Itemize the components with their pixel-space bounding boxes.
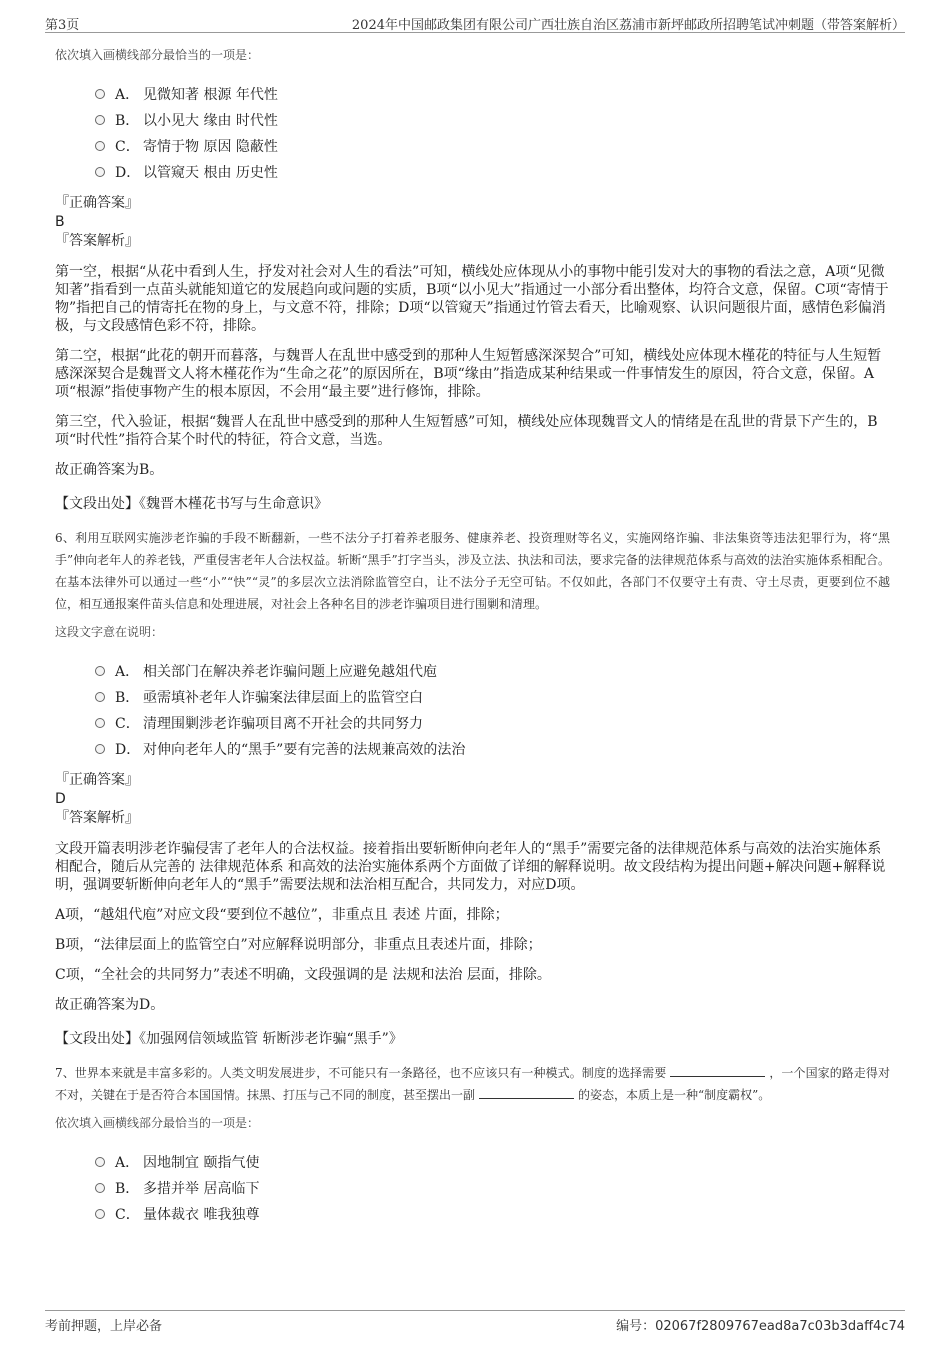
- option-text: 清理围剿涉老诈骗项目离不开社会的共同努力: [143, 716, 423, 732]
- radio-icon[interactable]: [95, 115, 105, 125]
- q5-options: [95, 81, 890, 185]
- q6-analysis-para: 文段开篇表明涉老诈骗侵害了老年人的合法权益。接着指出要斩断伸向老年人的“黑手”需要完备的法律规范体系与高效的法治实施体系相配合，随后从完善的 法律规范体系 和高效的法治实施体系两个方面做了详细的解释说明。故文段结构为提出问题+解决问题+解释说明，强调要斩断伸向老年人的“黑手”需要法规和法治相互配合，共同发力，对应D项。: [55, 841, 886, 893]
- q6-analysis-para: 故正确答案为D。: [55, 997, 165, 1013]
- option-letter: A．: [115, 87, 140, 103]
- option-letter: A．: [115, 1155, 140, 1171]
- q5-prompt: 依次填入画横线部分最恰当的一项是：: [55, 48, 260, 62]
- q6-option-c[interactable]: [95, 710, 890, 736]
- option-text: 亟需填补老年人诈骗案法律层面上的监管空白: [143, 690, 423, 706]
- radio-icon[interactable]: [95, 692, 105, 702]
- radio-icon[interactable]: [95, 744, 105, 754]
- radio-icon[interactable]: [95, 1209, 105, 1219]
- q7-option-b[interactable]: [95, 1175, 890, 1201]
- q6-option-b[interactable]: [95, 684, 890, 710]
- q7-option-a[interactable]: [95, 1149, 890, 1175]
- q5-source: 【文段出处】《魏晋木槿花书写与生命意识》: [55, 496, 328, 512]
- q6-analysis-label: 『答案解析』: [55, 810, 139, 826]
- radio-icon[interactable]: [95, 666, 105, 676]
- q5-option-b[interactable]: [95, 107, 890, 133]
- q6-option-a[interactable]: [95, 658, 890, 684]
- option-text: 以小见大 缘由 时代性: [143, 113, 278, 129]
- q7-prompt: 依次填入画横线部分最恰当的一项是：: [55, 1116, 260, 1130]
- radio-icon[interactable]: [95, 1157, 105, 1167]
- q6-answer: D: [55, 791, 66, 807]
- q5-answer: B: [55, 214, 65, 230]
- q7-text-part: 的姿态，本质上是一种“制度霸权”。: [578, 1088, 771, 1102]
- option-letter: C．: [115, 139, 140, 155]
- option-text: 以管窥天 根由 历史性: [143, 165, 278, 181]
- q7-question: [55, 1062, 890, 1106]
- option-letter: D．: [115, 742, 141, 758]
- option-letter: B．: [115, 1181, 140, 1197]
- q6-analysis-para: A项，“越俎代庖”对应文段“要到位不越位”，非重点且 表述 片面，排除；: [55, 907, 509, 923]
- radio-icon[interactable]: [95, 167, 105, 177]
- q5-analysis-para: 第一空，根据“从花中看到人生，抒发对社会对人生的看法”可知，横线处应体现从小的事物中能引发对大的事物的看法之意，A项“见微知著”指看到一点苗头就能知道它的发展趋向或问题的实质，B项“以小见大”指通过一小部分看出整体，均符合文意，保留。C项“寄情于物”指把自己的情寄托在物的身上，与文意不符，排除；D项“以管窥天”指通过竹管去看天，比喻观察、认识问题很片面，感情色彩偏消极，与文段感情色彩不符，排除。: [55, 264, 889, 334]
- q5-option-c[interactable]: [95, 133, 890, 159]
- q5-answer-label: 『正确答案』: [55, 195, 139, 211]
- footer-slogan: 考前押题，上岸必备: [45, 1319, 163, 1334]
- q7-option-c[interactable]: [95, 1201, 890, 1227]
- q6-source: 【文段出处】《加强网信领域监管 斩断涉老诈骗“黑手”》: [55, 1031, 403, 1047]
- option-letter: C．: [115, 716, 140, 732]
- q5-analysis-para: 第三空，代入验证，根据“魏晋人在乱世中感受到的那种人生短暂感”可知，横线处应体现魏晋文人的情绪是在乱世的背景下产生的，B项“时代性”指符合某个时代的特征，符合文意，当选。: [55, 414, 878, 448]
- q7-text-part: ，一个国家的路走得对不对，关键在于是否符合本国国情。抹黑、打压与己不同的制度，甚至摆出一副: [55, 1066, 890, 1102]
- q6-question: 6、利用互联网实施涉老诈骗的手段不断翻新，一些不法分子打着养老服务、健康养老、投资理财等名义，实施网络诈骗、非法集资等违法犯罪行为，将“黑手”伸向老年人的养老钱，严重侵害老年人合法权益。斩断“黑手”打字当头，涉及立法、执法和司法，要求完备的法律规范体系与高效的法治实施体系相配合。在基本法律外可以通过一些“小”“快”“灵”的多层次立法消除监管空白，让不法分子无空可钻。不仅如此，各部门不仅要守土有责、守土尽责，更要到位不越位，相互通报案件苗头信息和处理进展，对社会上各种名目的涉老诈骗项目进行围剿和清理。: [55, 531, 890, 611]
- option-text: 量体裁衣 唯我独尊: [143, 1207, 260, 1223]
- document-id: 编号：02067f2809767ead8a7c03b3daff4c74: [616, 1319, 905, 1334]
- option-text: 寄情于物 原因 隐蔽性: [143, 139, 278, 155]
- option-text: 相关部门在解决养老诈骗问题上应避免越俎代庖: [143, 664, 437, 680]
- document-title: 2024年中国邮政集团有限公司广西壮族自治区荔浦市新坪邮政所招聘笔试冲刺题（带答案解析）: [351, 18, 905, 33]
- radio-icon[interactable]: [95, 1183, 105, 1193]
- radio-icon[interactable]: [95, 141, 105, 151]
- q5-option-a[interactable]: [95, 81, 890, 107]
- option-letter: B．: [115, 690, 140, 706]
- page-content: [55, 46, 890, 1235]
- q7-text-part: 7、世界本来就是丰富多彩的。人类文明发展进步，不可能只有一条路径，也不应该只有一种模式。制度的选择需要: [55, 1066, 667, 1080]
- radio-icon[interactable]: [95, 718, 105, 728]
- page-number: 第3页: [45, 18, 80, 33]
- q6-options: [95, 658, 890, 762]
- page-footer: [45, 1310, 905, 1334]
- option-letter: B．: [115, 113, 140, 129]
- radio-icon[interactable]: [95, 89, 105, 99]
- q5-option-d[interactable]: [95, 159, 890, 185]
- option-text: 因地制宜 颐指气使: [143, 1155, 260, 1171]
- q5-analysis-label: 『答案解析』: [55, 233, 139, 249]
- option-text: 对伸向老年人的“黑手”要有完善的法规兼高效的法治: [143, 742, 466, 758]
- q6-analysis-para: B项，“法律层面上的监管空白”对应解释说明部分，非重点且表述片面，排除；: [55, 937, 542, 953]
- q5-analysis-para: 第二空，根据“此花的朝开而暮落，与魏晋人在乱世中感受到的那种人生短暂感深深契合”可知，横线处应体现木槿花的特征与人生短暂感深深契合是魏晋文人将木槿花作为“生命之花”的原因所在，B项“缘由”指造成某种结果或一件事情发生的原因，符合文意，保留。A项“根源”指使事物产生的根本原因，不会用“最主要”进行修饰，排除。: [55, 348, 882, 400]
- q6-prompt: 这段文字意在说明：: [55, 625, 164, 639]
- q7-options: [95, 1149, 890, 1227]
- q6-answer-label: 『正确答案』: [55, 772, 139, 788]
- q6-analysis-para: C项，“全社会的共同努力”表述不明确，文段强调的是 法规和法治 层面，排除。: [55, 967, 551, 983]
- page-header: [45, 12, 905, 33]
- option-letter: C．: [115, 1207, 140, 1223]
- option-text: 见微知著 根源 年代性: [143, 87, 278, 103]
- q6-option-d[interactable]: [95, 736, 890, 762]
- option-text: 多措并举 居高临下: [143, 1181, 260, 1197]
- q5-analysis-para: 故正确答案为B。: [55, 462, 164, 478]
- fill-blank: [670, 1064, 765, 1077]
- option-letter: D．: [115, 165, 141, 181]
- option-letter: A．: [115, 664, 140, 680]
- fill-blank: [479, 1086, 574, 1099]
